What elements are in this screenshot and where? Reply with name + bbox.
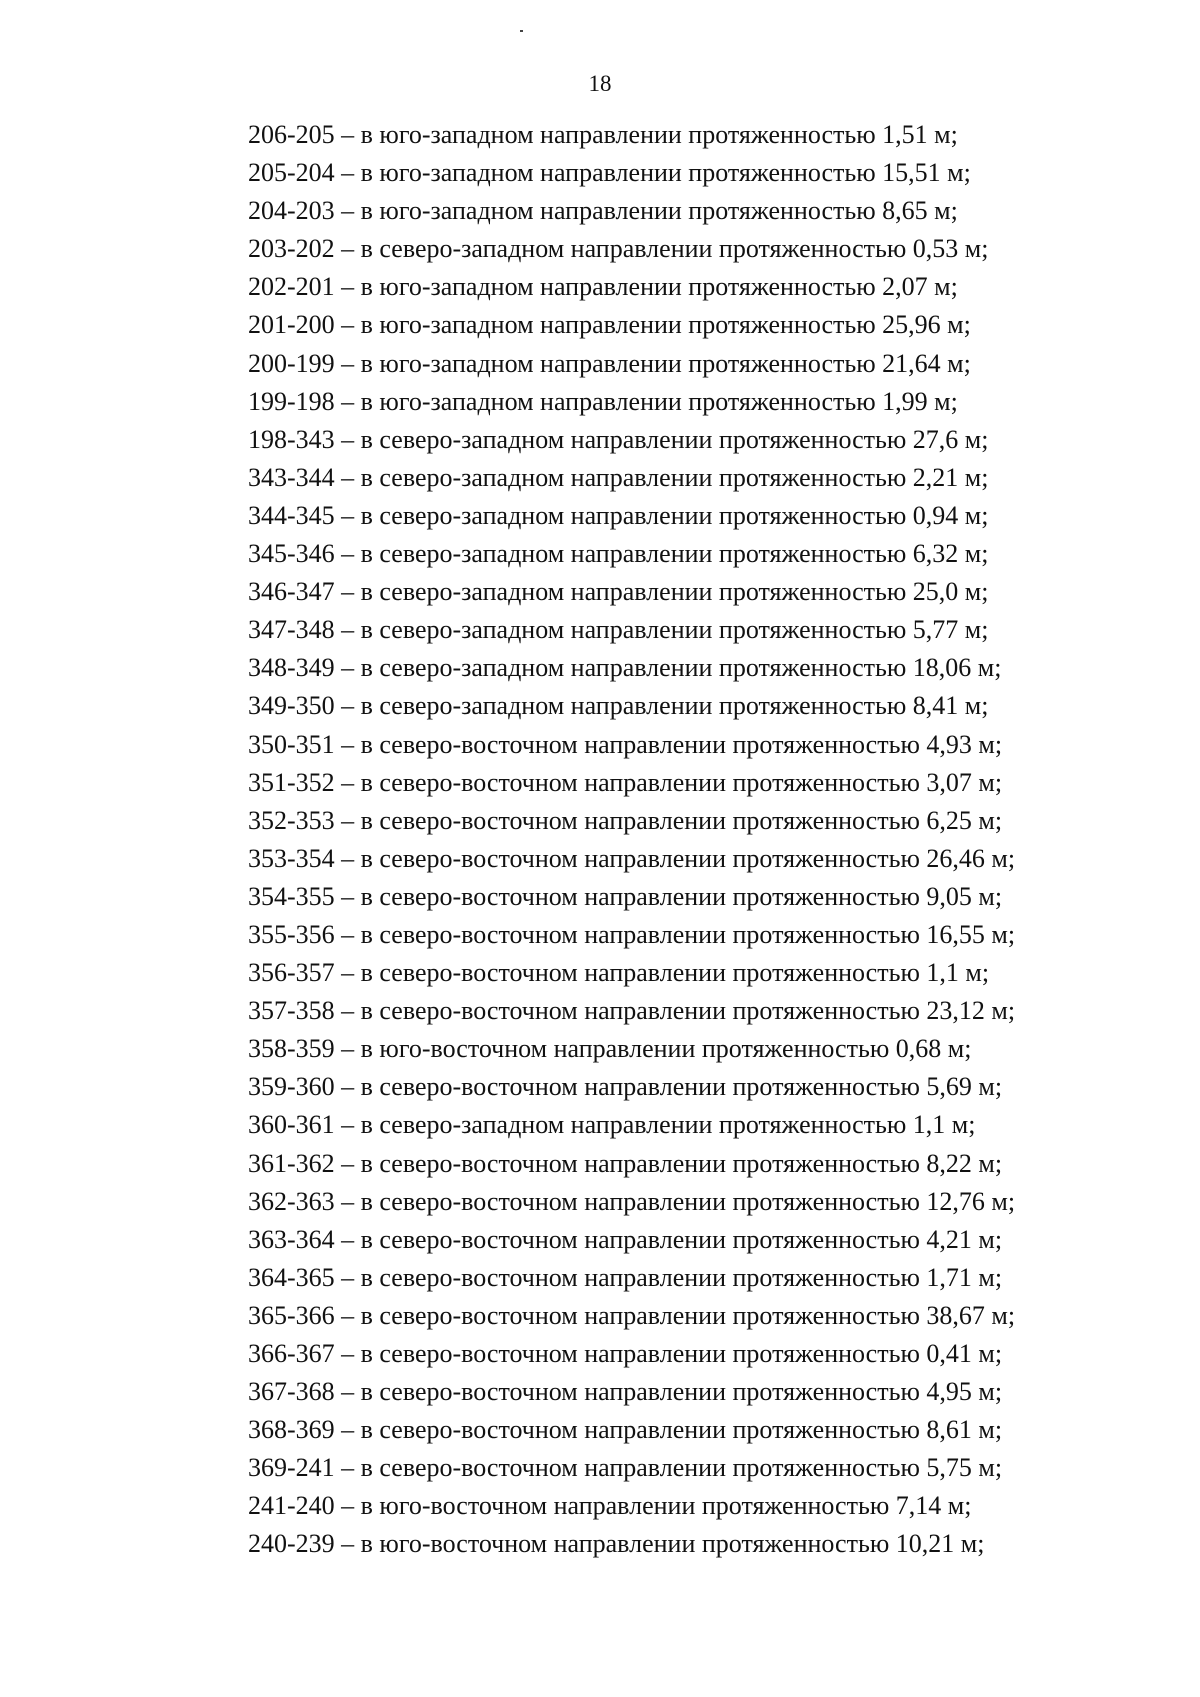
segment-line: 367-368 – в северо-восточном направлении протяженностью 4,95 м; xyxy=(248,1377,1003,1407)
segment-line: 360-361 – в северо-западном направлении протяженностью 1,1 м; xyxy=(248,1110,976,1140)
segment-line: 204-203 – в юго-западном направлении протяженностью 8,65 м; xyxy=(248,196,958,226)
segment-line: 353-354 – в северо-восточном направлении протяженностью 26,46 м; xyxy=(248,843,1016,873)
segment-line: 352-353 – в северо-восточном направлении протяженностью 6,25 м; xyxy=(248,805,1003,835)
segment-line: 206-205 – в юго-западном направлении протяженностью 1,51 м; xyxy=(248,120,958,149)
page-number: 18 xyxy=(588,71,612,96)
segment-line: 351-352 – в северо-восточном направлении протяженностью 3,07 м; xyxy=(248,767,1003,797)
segment-line: 199-198 – в юго-западном направлении протяженностью 1,99 м; xyxy=(248,386,958,416)
segment-line: 368-369 – в северо-восточном направлении протяженностью 8,61 м; xyxy=(248,1415,1003,1445)
segment-line: 366-367 – в северо-восточном направлении протяженностью 0,41 м; xyxy=(248,1339,1003,1368)
segment-line: 348-349 – в северо-западном направлении протяженностью 18,06 м; xyxy=(248,653,1002,683)
segment-line: 359-360 – в северо-восточном направлении протяженностью 5,69 м; xyxy=(248,1072,1003,1102)
segment-line: 200-199 – в юго-западном направлении протяженностью 21,64 м; xyxy=(248,348,971,378)
segment-line: 349-350 – в северо-западном направлении протяженностью 8,41 м; xyxy=(248,691,989,721)
segment-line: 362-363 – в северо-восточном направлении протяженностью 12,76 м; xyxy=(248,1186,1016,1216)
segment-line: 201-200 – в юго-западном направлении протяженностью 25,96 м; xyxy=(248,310,971,340)
segment-line: 347-348 – в северо-западном направлении протяженностью 5,77 м; xyxy=(248,615,989,645)
segment-line: 361-362 – в северо-восточном направлении протяженностью 8,22 м; xyxy=(248,1148,1003,1178)
segment-line: 345-346 – в северо-западном направлении протяженностью 6,32 м; xyxy=(248,539,989,569)
scan-speck xyxy=(520,30,523,32)
segment-line: 203-202 – в северо-западном направлении протяженностью 0,53 м; xyxy=(248,234,989,264)
segment-line: 343-344 – в северо-западном направлении протяженностью 2,21 м; xyxy=(248,462,989,492)
segment-line: 344-345 – в северо-западном направлении протяженностью 0,94 м; xyxy=(248,500,989,530)
segment-line: 365-366 – в северо-восточном направлении протяженностью 38,67 м; xyxy=(248,1300,1016,1330)
segment-line: 202-201 – в юго-западном направлении протяженностью 2,07 м; xyxy=(248,272,958,302)
segment-line: 356-357 – в северо-восточном направлении протяженностью 1,1 м; xyxy=(248,958,990,988)
segment-line: 346-347 – в северо-западном направлении протяженностью 25,0 м; xyxy=(248,577,989,607)
segment-line: 363-364 – в северо-восточном направлении протяженностью 4,21 м; xyxy=(248,1224,1003,1254)
segment-line: 355-356 – в северо-восточном направлении протяженностью 16,55 м; xyxy=(248,919,1016,949)
segment-line: 357-358 – в северо-восточном направлении протяженностью 23,12 м; xyxy=(248,996,1016,1026)
segment-line: 350-351 – в северо-восточном направлении протяженностью 4,93 м; xyxy=(248,729,1003,759)
segment-line: 205-204 – в юго-западном направлении протяженностью 15,51 м; xyxy=(248,158,971,188)
segment-line: 369-241 – в северо-восточном направлении протяженностью 5,75 м; xyxy=(248,1453,1003,1483)
segment-line: 198-343 – в северо-западном направлении протяженностью 27,6 м; xyxy=(248,424,989,454)
segment-line: 364-365 – в северо-восточном направлении протяженностью 1,71 м; xyxy=(248,1262,1003,1292)
segment-line: 354-355 – в северо-восточном направлении протяженностью 9,05 м; xyxy=(248,881,1003,911)
segment-list xyxy=(248,116,1148,1564)
segment-line: 240-239 – в юго-восточном направлении протяженностью 10,21 м; xyxy=(248,1529,985,1559)
segment-line: 241-240 – в юго-восточном направлении протяженностью 7,14 м; xyxy=(248,1491,972,1521)
segment-line: 358-359 – в юго-восточном направлении протяженностью 0,68 м; xyxy=(248,1034,972,1064)
